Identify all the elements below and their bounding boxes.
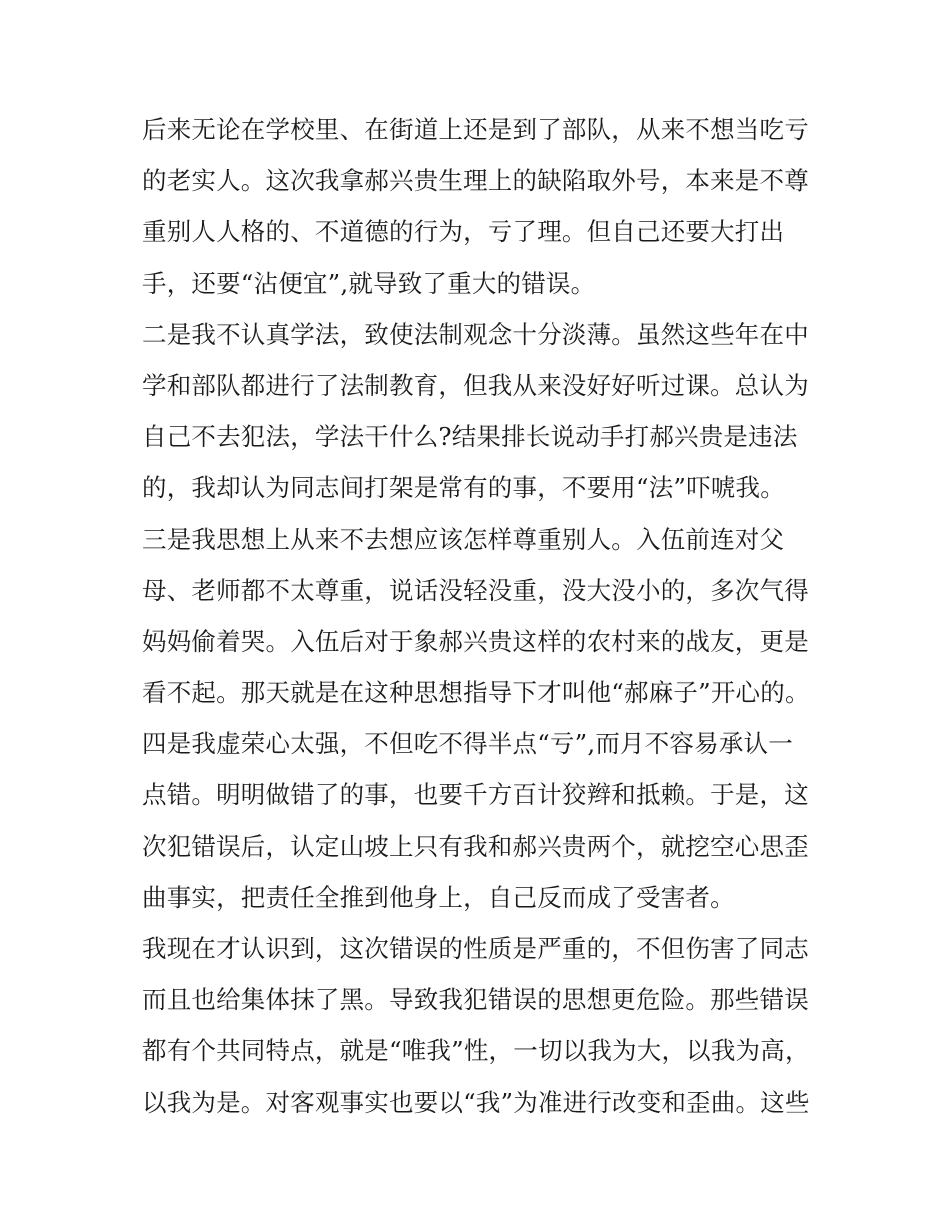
text-line: 妈妈偷着哭。入伍后对于象郝兴贵这样的农村来的战友，更是 <box>142 626 809 656</box>
text-line: 我现在才认识到，这次错误的性质是严重的，不但伤害了同志 <box>142 934 809 963</box>
text-line: 曲事实，把责任全推到他身上，自己反而成了受害者。 <box>142 882 735 912</box>
text-line: 的老实人。这次我拿郝兴贵生理上的缺陷取外号，本来是不尊 <box>142 166 809 196</box>
text-line: 学和部队都进行了法制教育，但我从来没好好听过课。总认为 <box>142 370 809 400</box>
text-line: 后来无论在学校里、在街道上还是到了部队，从来不想当吃亏 <box>142 115 809 144</box>
text-line: 点错。明明做错了的事，也要千方百计狡辫和抵赖。于是，这 <box>142 780 809 810</box>
text-line: 而且也给集体抹了黑。导致我犯错误的思想更危险。那些错误 <box>142 985 809 1015</box>
text-line: 的，我却认为同志间打架是常有的事，不要用“法”吓唬我。 <box>142 473 785 503</box>
text-line: 自己不去犯法，学法干什么?结果排长说动手打郝兴贵是违法 <box>142 422 798 452</box>
text-line: 二是我不认真学法，致使法制观念十分淡薄。虽然这些年在中 <box>142 319 809 349</box>
text-line: 重别人人格的、不道德的行为，亏了理。但自己还要大打出 <box>142 217 785 247</box>
text-line: 次犯错误后，认定山坡上只有我和郝兴贵两个，就挖空心思歪 <box>142 831 809 861</box>
text-line: 母、老师都不太尊重，说话没轻没重，没大没小的，多次气得 <box>142 575 809 605</box>
text-line: 都有个共同特点，就是“唯我”性，一切以我为大，以我为高， <box>142 1036 810 1066</box>
text-line: 看不起。那天就是在这种思想指导下才叫他“郝麻子”开心的。 <box>142 678 810 708</box>
text-line: 以我为是。对客观事实也要以“我”为准进行改变和歪曲。这些 <box>142 1087 810 1117</box>
text-line: 手，还要“沾便宜”,就导致了重大的错误。 <box>142 268 596 298</box>
text-line: 四是我虚荣心太强，不但吃不得半点“亏”,而月不容易承认一 <box>142 729 793 759</box>
text-line: 三是我思想上从来不去想应该怎样尊重别人。入伍前连对父 <box>142 524 785 554</box>
body-text <box>142 104 822 1128</box>
